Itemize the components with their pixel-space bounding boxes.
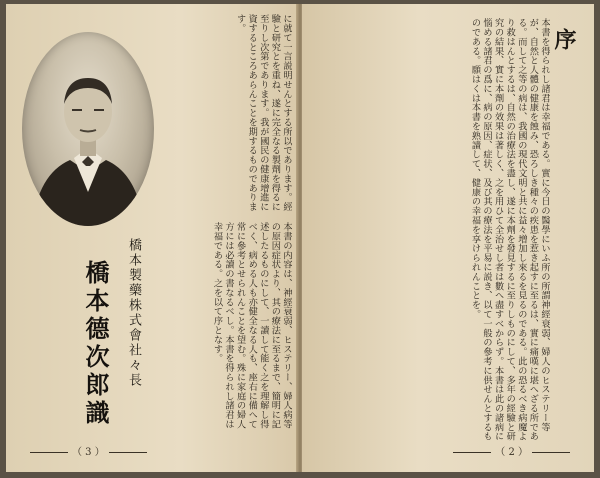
book-spread	[6, 4, 594, 472]
author-signature: 橋本德次郎識	[81, 260, 110, 428]
preface-body: 本書を得られし諸君は幸福である。實に今日の醫學にいふ所の所謂神經衰弱、婦人のヒステリー等が、自然と人體の健康を蝕み、恐ろしき種々の疾患を惹き起すに至るは、實に痛嘆に堪へざる所である。而して之等の病は、我國の現代文明と共に益々増加し來るを見るのである。此の恐るべき病魔より救はんとするは、自然の治療法を盡し、遂に本劑を發見するに至りしものにして、多年の經驗と研究の結果、實に本劑の效果は著しく、之を用ひて全治せし者は數へ盡すべからず。本書は此の諸病に惱める諸君の爲に、病の原因、症状、及び其の療法を平易に説き、以て一般の參考に供せんとするものである。願はくは本書を熟讀して、健康の幸福を享けられんことを。	[469, 18, 550, 441]
preface-title: 序	[551, 28, 577, 50]
right-folio: （ 2 ）	[449, 443, 574, 458]
left-page	[6, 4, 298, 472]
company-name: 橋本製藥株式會社々長	[126, 238, 141, 388]
left-body-bottom: 本書の内容は、神經衰弱、ヒステリー、婦人病等の原因症状より、其の療法に至るまで、簡明に記述したるものにして、一讀して能く之を理解し得べく、病める人も亦健全なる人も、座右に備へて常に參考とせられんことを望む。殊に家庭の婦人方には必讀の書なるべし。本書を得られし諸君は幸福である。之を以て序となす。	[211, 222, 292, 429]
right-page	[302, 4, 594, 472]
left-body-top: に就て一言説明せんとする所以であります。經驗と研究とを重ね、遂に完全なる製劑を得るに至りし次第であります。我が國民の健康增進に資するところあらんことを期するものであります。	[234, 14, 292, 212]
left-folio: （ 3 ）	[26, 443, 151, 458]
author-portrait	[22, 32, 154, 226]
